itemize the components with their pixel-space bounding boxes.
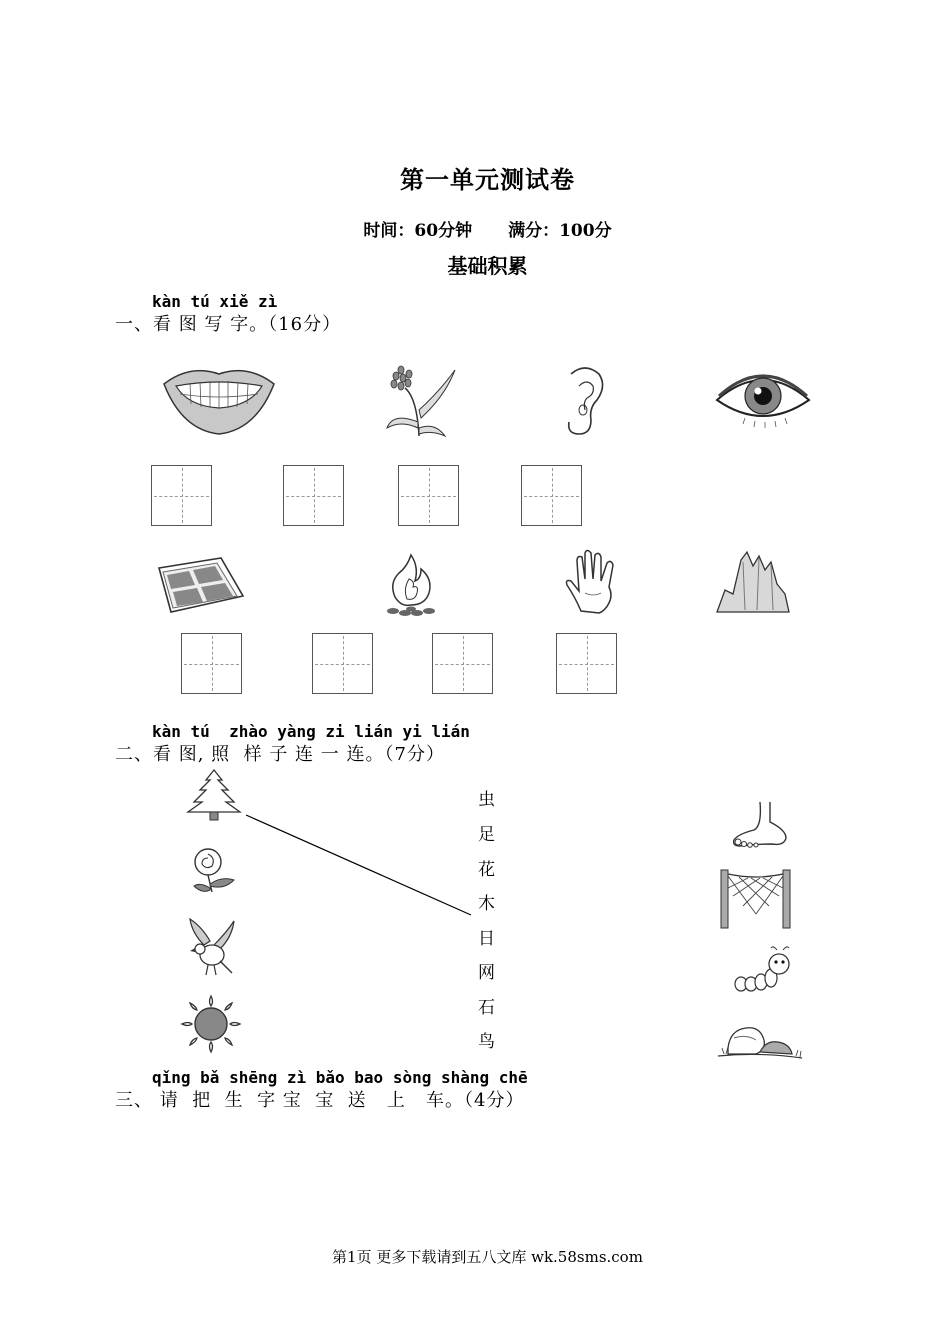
exam-meta — [0, 216, 950, 241]
ear-icon — [557, 364, 609, 438]
hand-icon — [563, 549, 625, 615]
writing-box[interactable] — [432, 633, 493, 694]
match-word[interactable]: 鸟 — [478, 1032, 495, 1052]
page-title: 第一单元测试卷 — [400, 165, 575, 194]
writing-box[interactable] — [398, 465, 459, 526]
match-word[interactable]: 石 — [478, 998, 495, 1018]
mouth-icon — [160, 362, 278, 436]
section-heading: 基础积累 — [447, 254, 528, 278]
page-footer: 第1页 更多下载请到五八文库 wk.58sms.com — [332, 1248, 643, 1266]
section3-pinyin: qǐng bǎ shēng zì bǎo bao sòng shàng chē — [152, 1068, 528, 1087]
rock-icon — [716, 1018, 804, 1064]
writing-box[interactable] — [556, 633, 617, 694]
match-word[interactable]: 木 — [478, 894, 495, 914]
writing-box[interactable] — [181, 633, 242, 694]
writing-box[interactable] — [312, 633, 373, 694]
eye-icon — [715, 366, 811, 430]
full-score: 满分：100分 — [508, 221, 612, 241]
match-word[interactable]: 日 — [478, 929, 495, 949]
section2-label: 二、看 图, 照 样 子 连 一 连。（7分） — [115, 744, 445, 765]
writing-box[interactable] — [521, 465, 582, 526]
worm-icon — [733, 946, 795, 994]
match-word[interactable]: 网 — [478, 963, 495, 983]
net-icon — [719, 866, 793, 930]
fire-icon — [385, 553, 437, 617]
tree-icon — [186, 768, 242, 822]
field-icon — [155, 556, 245, 614]
sun-icon — [180, 994, 242, 1054]
match-word[interactable]: 虫 — [478, 790, 495, 810]
section1-pinyin: kàn tú xiě zì — [152, 292, 278, 311]
match-word[interactable]: 足 — [478, 825, 495, 845]
writing-box[interactable] — [283, 465, 344, 526]
section2-pinyin: kàn tú zhào yàng zi lián yi lián — [152, 722, 470, 741]
time-limit: 时间：60分钟 — [363, 221, 473, 241]
section1-label: 一、看 图 写 字。（16分） — [115, 314, 342, 335]
foot-icon — [730, 800, 790, 850]
section3-label: 三、 请 把 生 字 宝 宝 送 上 车。（4分） — [115, 1090, 525, 1111]
example-connect-line — [244, 813, 474, 917]
writing-box[interactable] — [151, 465, 212, 526]
flower-icon — [190, 846, 236, 894]
bird-icon — [186, 917, 238, 977]
match-word[interactable]: 花 — [478, 860, 495, 880]
mountain-icon — [715, 550, 791, 614]
rice-plant-icon — [383, 362, 461, 438]
